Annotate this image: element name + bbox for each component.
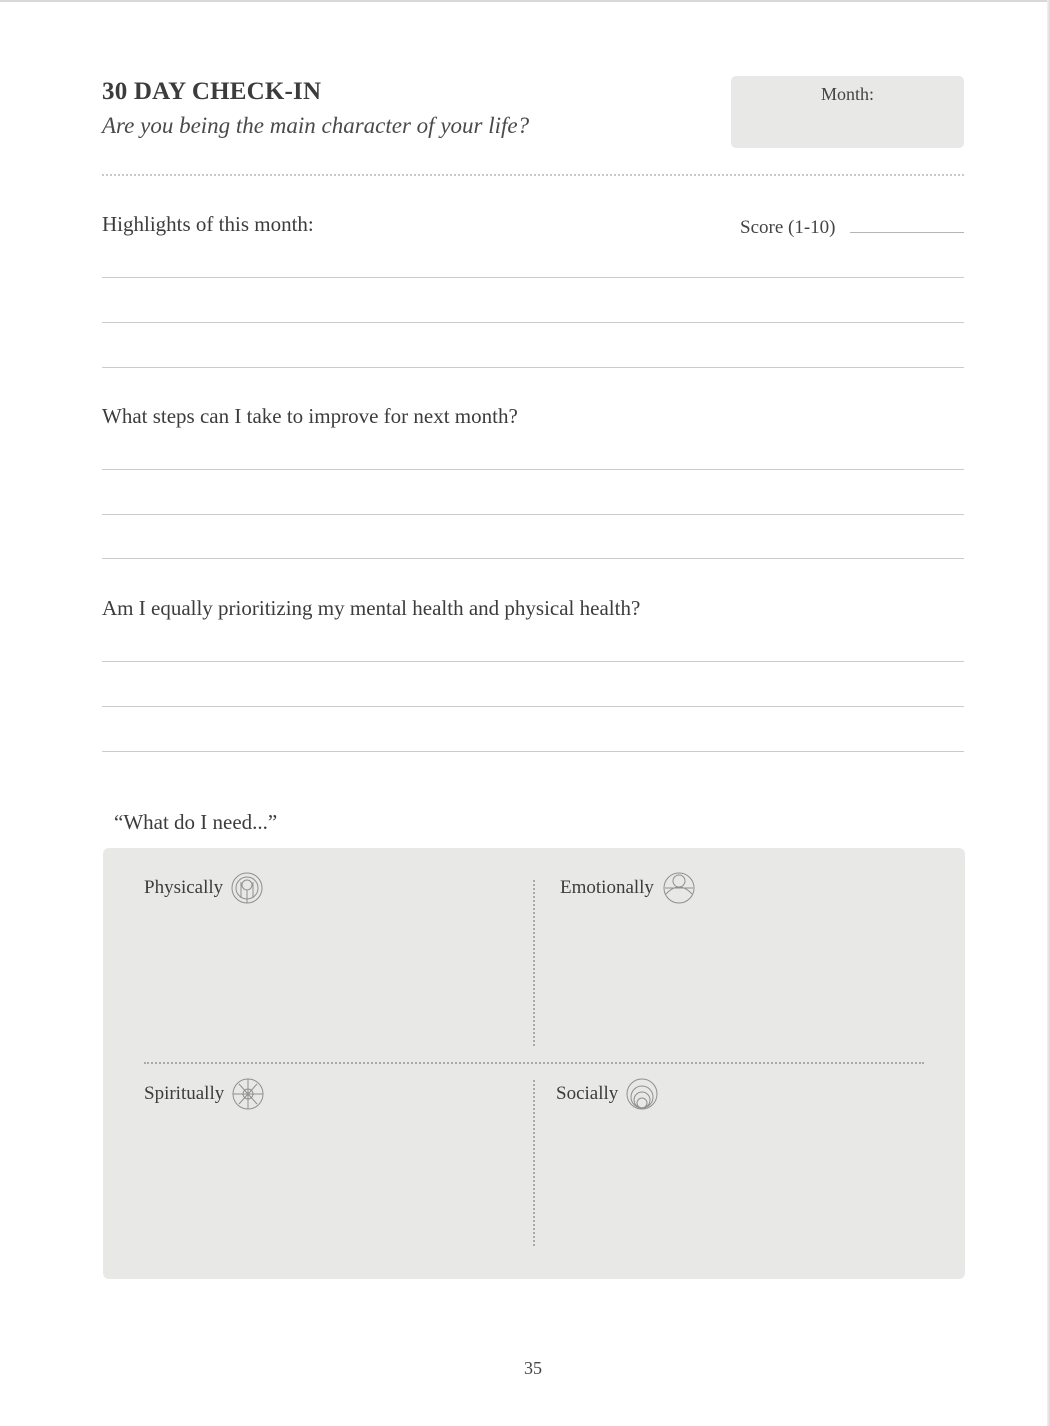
physically-icon: [231, 872, 263, 904]
emotionally-icon: [662, 872, 696, 904]
socially-icon: [626, 1078, 658, 1110]
needs-vertical-divider-bottom: [533, 1080, 535, 1246]
question-highlights: Highlights of this month:: [102, 212, 314, 236]
answer-line[interactable]: [102, 706, 964, 707]
page-number: 35: [524, 1358, 542, 1378]
quadrant-emotionally[interactable]: [560, 872, 696, 904]
needs-vertical-divider-top: [533, 880, 535, 1046]
quadrant-label: Socially: [556, 1083, 619, 1104]
needs-horizontal-divider: [144, 1062, 924, 1064]
score-label: Score (1-10): [740, 217, 836, 238]
quadrant-label: Spiritually: [144, 1083, 225, 1104]
quadrant-spiritually[interactable]: [144, 1078, 264, 1110]
quadrant-label: Physically: [144, 877, 224, 898]
answer-line[interactable]: [102, 367, 964, 368]
answer-line[interactable]: [102, 661, 964, 662]
page-title: 30 DAY CHECK-IN: [102, 78, 322, 105]
page-top-edge: [0, 0, 1050, 2]
month-label: Month:: [820, 84, 874, 104]
needs-panel: [103, 848, 965, 1279]
answer-line[interactable]: [102, 558, 964, 559]
answer-line[interactable]: [102, 751, 964, 752]
header-divider: [102, 174, 964, 176]
answer-line[interactable]: [102, 277, 964, 278]
question-health-priority: Am I equally prioritizing my mental health and physical health?: [102, 596, 641, 620]
page-subtitle: Are you being the main character of your life?: [102, 113, 530, 138]
score-input-line[interactable]: [850, 232, 964, 233]
answer-line[interactable]: [102, 514, 964, 515]
answer-line[interactable]: [102, 322, 964, 323]
answer-line[interactable]: [102, 469, 964, 470]
question-improve-steps: What steps can I take to improve for next month?: [102, 404, 518, 428]
spiritually-icon: [232, 1078, 264, 1110]
needs-heading: “What do I need...”: [114, 810, 278, 834]
quadrant-socially[interactable]: [556, 1078, 658, 1110]
month-field[interactable]: [731, 76, 964, 148]
quadrant-physically[interactable]: [144, 872, 263, 904]
quadrant-label: Emotionally: [560, 877, 654, 898]
